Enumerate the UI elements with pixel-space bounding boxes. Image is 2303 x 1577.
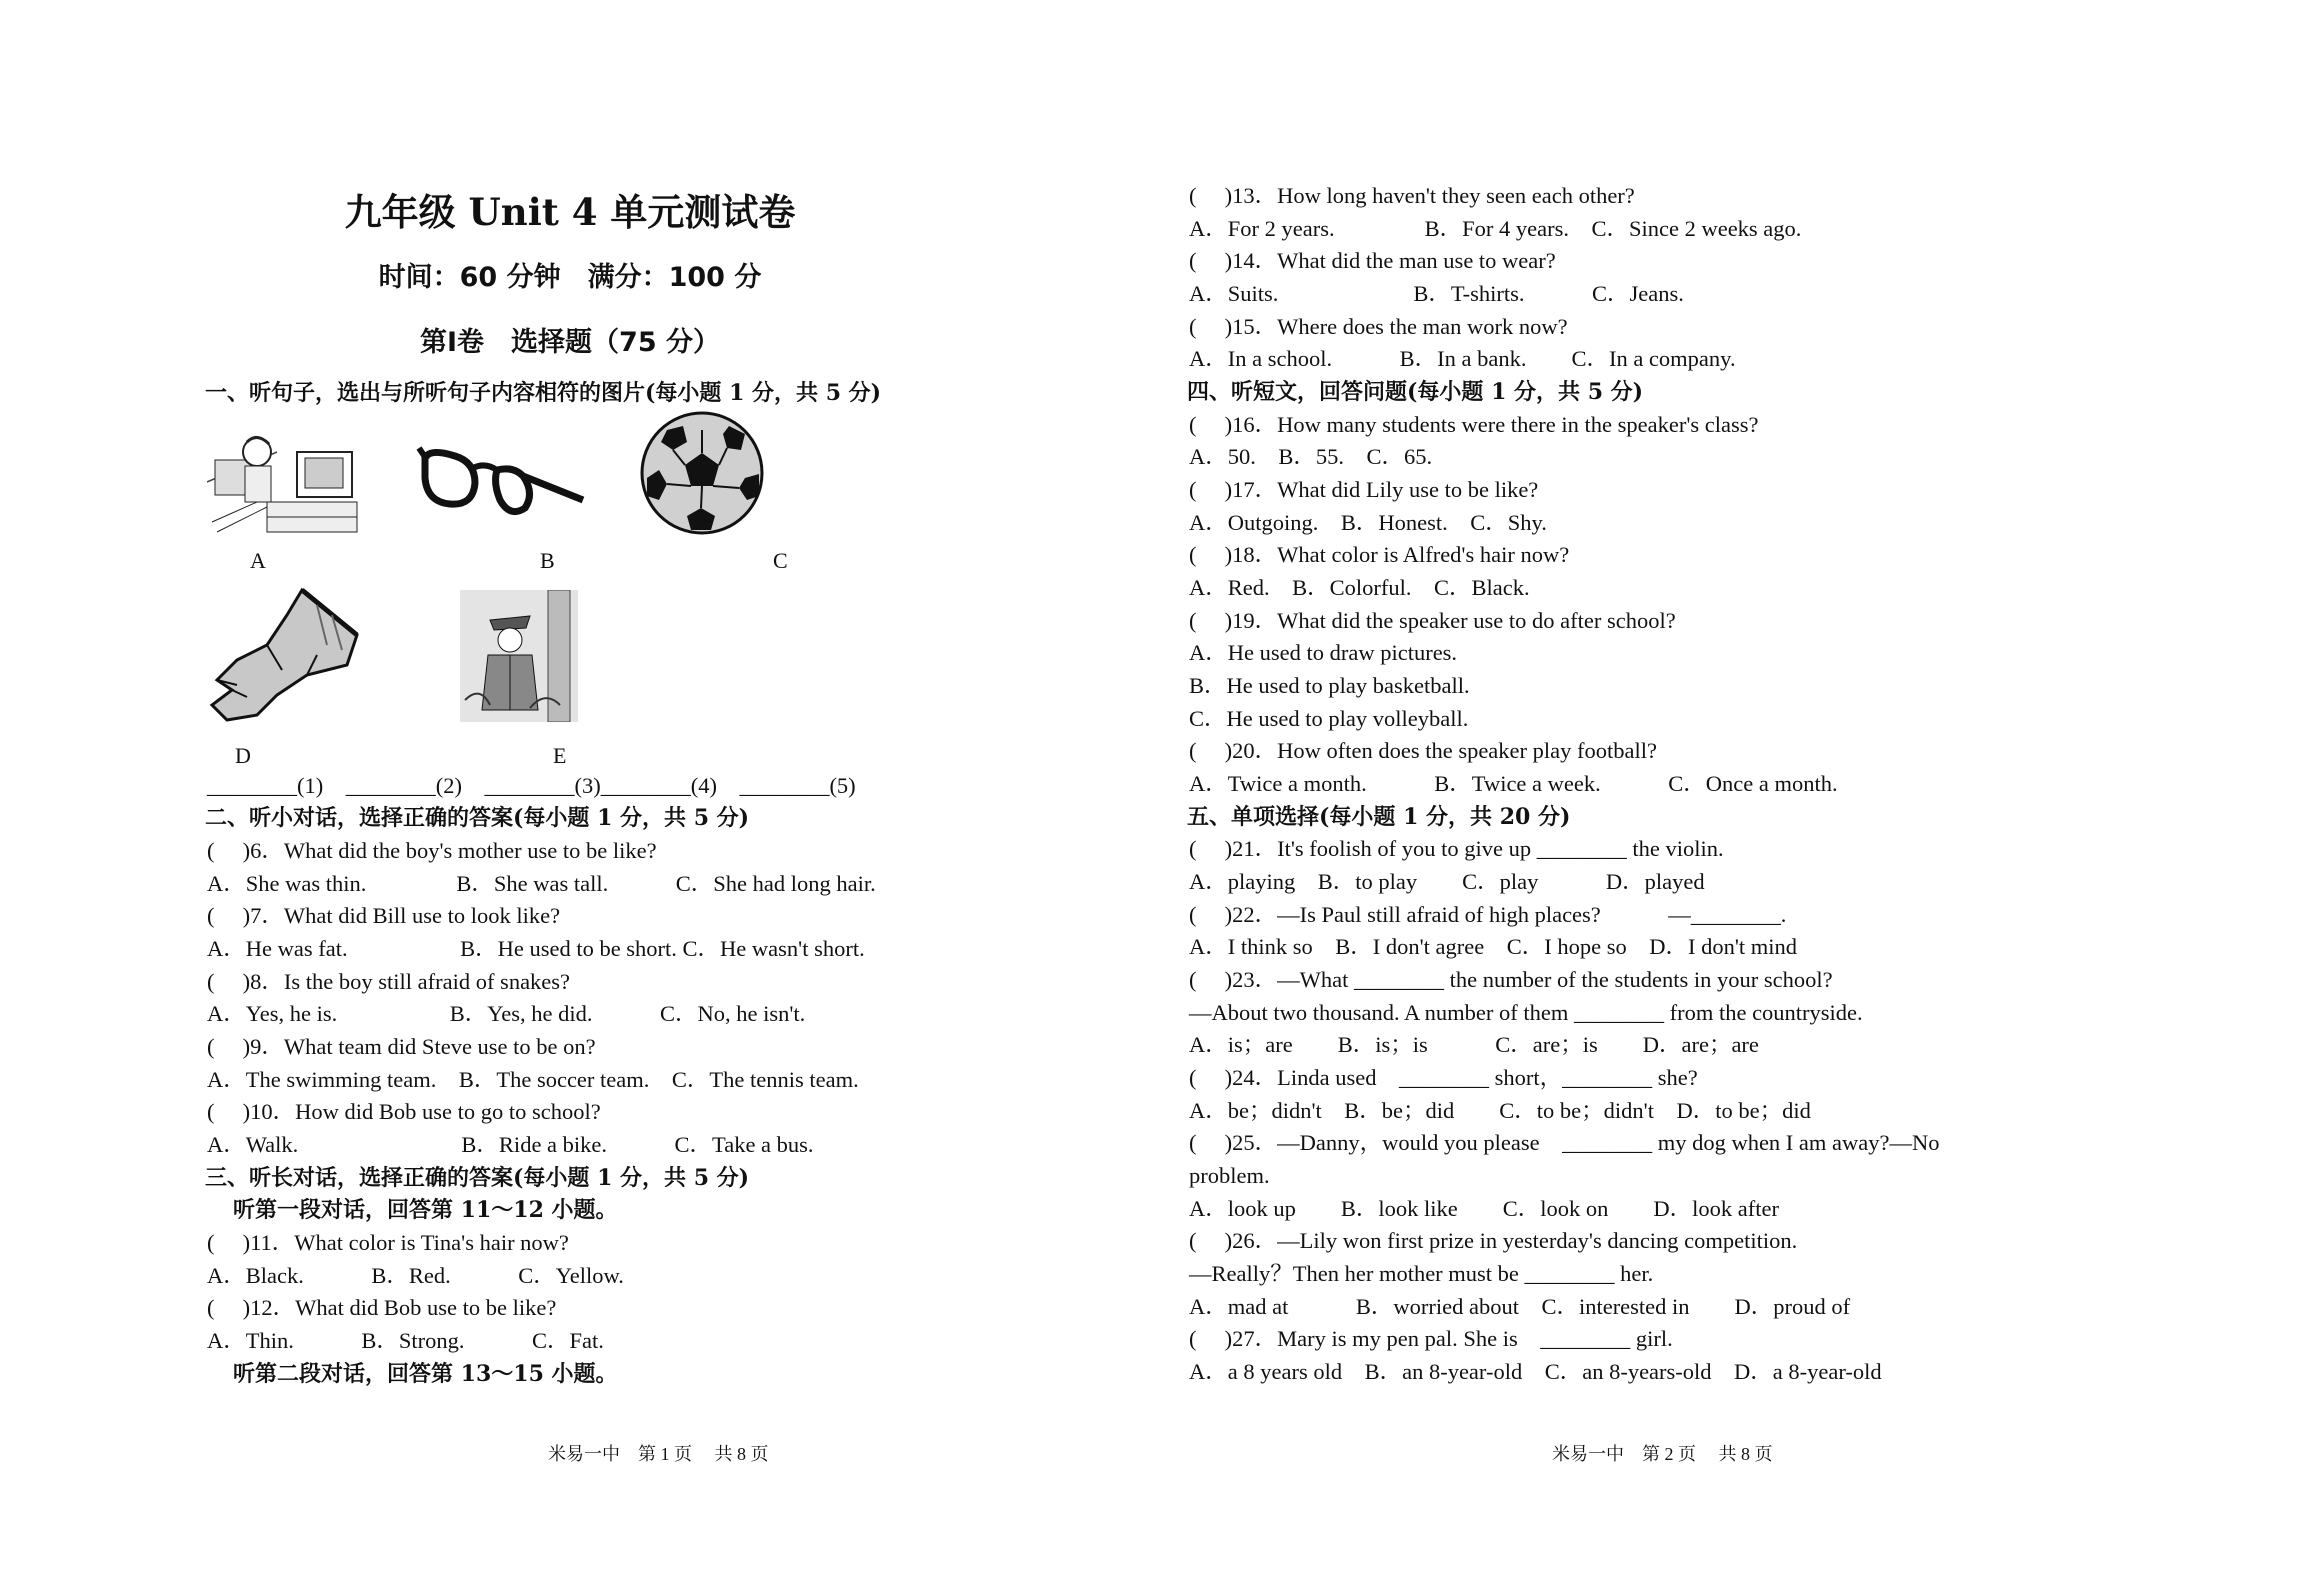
option-line: A．Walk. B．Ride a bike. C．Take a bus.	[207, 1132, 814, 1157]
question-line: ( )11．What color is Tina's hair now?	[207, 1230, 569, 1255]
question-line: ( )6．What did the boy's mother use to be like?	[207, 838, 657, 863]
footer-page-1: 米易一中 第 1 页 共 8 页	[548, 1444, 769, 1464]
option-line: A．The swimming team. B．The soccer team. C．The tennis team.	[207, 1067, 859, 1092]
picture-label-d: D	[235, 743, 251, 768]
question-line: ( )19．What did the speaker use to do after school?	[1189, 608, 1676, 633]
policeman-icon	[460, 590, 578, 722]
option-line: A．He was fat. B．He used to be short. C．He wasn't short.	[207, 936, 865, 961]
section1-heading: 一、听句子，选出与所听句子内容相符的图片(每小题 1 分，共 5 分)	[205, 380, 882, 406]
option-line: A．is；are B．is；is C．are；is D．are；are	[1189, 1032, 1759, 1057]
option-line: A．Red. B．Colorful. C．Black.	[1189, 575, 1530, 600]
section5-heading: 五、单项选择(每小题 1 分，共 20 分)	[1187, 804, 1571, 830]
question-line: —Really？Then her mother must be ________ her.	[1189, 1261, 1654, 1286]
question-line: ( )17．What did Lily use to be like?	[1189, 477, 1539, 502]
option-line: A．Yes, he is. B．Yes, he did. C．No, he isn't.	[207, 1001, 806, 1026]
question-line: ( )9．What team did Steve use to be on?	[207, 1034, 596, 1059]
option-line: A．50. B．55. C．65.	[1189, 444, 1433, 469]
option-line: A．For 2 years. B．For 4 years. C．Since 2 weeks ago.	[1189, 216, 1802, 241]
question-line: ( )16．How many students were there in the speaker's class?	[1189, 412, 1759, 437]
option-line: A．Twice a month. B．Twice a week. C．Once a month.	[1189, 771, 1838, 796]
option-line: A．be；didn't B．be；did C．to be；didn't D．to be；did	[1189, 1098, 1811, 1123]
question-line: ( )12．What did Bob use to be like?	[207, 1295, 557, 1320]
option-line: A．Thin. B．Strong. C．Fat.	[207, 1328, 604, 1353]
question-line: ( )25．—Danny，would you please ________ my dog when I am away?—No	[1189, 1130, 1940, 1155]
question-line: ( )21．It's foolish of you to give up ________ the violin.	[1189, 836, 1724, 861]
footer-page-2: 米易一中 第 2 页 共 8 页	[1552, 1444, 1773, 1464]
question-line: ( )27．Mary is my pen pal. She is ________ girl.	[1189, 1326, 1673, 1351]
question-line: ( )23．—What ________ the number of the students in your school?	[1189, 967, 1833, 992]
boy-at-computer-icon	[207, 412, 362, 540]
picture-label-a: A	[250, 548, 266, 573]
option-line: A．Outgoing. B．Honest. C．Shy.	[1189, 510, 1547, 535]
option-line: C．He used to play volleyball.	[1189, 706, 1469, 731]
question-line: —About two thousand. A number of them ________ from the countryside.	[1189, 1000, 1863, 1025]
section3-heading: 三、听长对话，选择正确的答案(每小题 1 分，共 5 分)	[205, 1165, 750, 1191]
option-line: A．She was thin. B．She was tall. C．She had long hair.	[207, 871, 876, 896]
question-line: ( )13．How long haven't they seen each other?	[1189, 183, 1635, 208]
glasses-icon	[415, 438, 590, 518]
question-line: ( )7．What did Bill use to look like?	[207, 903, 561, 928]
question-line: ( )14．What did the man use to wear?	[1189, 248, 1556, 273]
option-line: A．In a school. B．In a bank. C．In a company.	[1189, 346, 1736, 371]
question-line: ( )24．Linda used ________ short，________ she?	[1189, 1065, 1698, 1090]
option-line: A．Suits. B．T-shirts. C．Jeans.	[1189, 281, 1684, 306]
option-line: A．playing B．to play C．play D．played	[1189, 869, 1705, 894]
question-line: ( )18．What color is Alfred's hair now?	[1189, 542, 1570, 567]
option-line: A．look up B．look like C．look on D．look after	[1189, 1196, 1779, 1221]
part-heading: 第Ⅰ卷 选择题（75 分）	[419, 327, 721, 358]
option-line: A．I think so B．I don't agree C．I hope so D．I don't mind	[1189, 934, 1798, 959]
section2-heading: 二、听小对话，选择正确的答案(每小题 1 分，共 5 分)	[205, 805, 750, 831]
option-line: A．mad at B．worried about C．interested in D．proud of	[1189, 1294, 1851, 1319]
section3-subheading-1: 听第一段对话，回答第 11～12 小题。	[233, 1197, 618, 1223]
question-line: ( )15．Where does the man work now?	[1189, 314, 1568, 339]
picture-label-b: B	[540, 548, 555, 573]
exam-time-score: 时间：60 分钟 满分：100 分	[378, 262, 762, 293]
question-line: ( )22．—Is Paul still afraid of high places? —________.	[1189, 902, 1787, 927]
picture-label-e: E	[553, 743, 567, 768]
picture-label-c: C	[773, 548, 788, 573]
section4-heading: 四、听短文，回答问题(每小题 1 分，共 5 分)	[1187, 379, 1644, 405]
question-line: problem.	[1189, 1163, 1270, 1188]
option-line: A．a 8 years old B．an 8-year-old C．an 8-years-old D．a 8-year-old	[1189, 1359, 1882, 1384]
option-line: A．Black. B．Red. C．Yellow.	[207, 1263, 624, 1288]
question-line: ( )26．—Lily won first prize in yesterday's dancing competition.	[1189, 1228, 1798, 1253]
question-line: ( )8．Is the boy still afraid of snakes?	[207, 969, 571, 994]
section3-subheading-2: 听第二段对话，回答第 13～15 小题。	[233, 1361, 618, 1387]
answer-blanks: ________(1) ________(2) ________(3)________(4) ________(5)	[207, 773, 856, 798]
option-line: A．He used to draw pictures.	[1189, 640, 1458, 665]
option-line: B．He used to play basketball.	[1189, 673, 1470, 698]
question-line: ( )20．How often does the speaker play football?	[1189, 738, 1657, 763]
torn-trousers-icon	[207, 585, 367, 725]
question-line: ( )10．How did Bob use to go to school?	[207, 1099, 601, 1124]
soccer-ball-icon	[637, 408, 767, 538]
page-title: 九年级 Unit 4 单元测试卷	[344, 190, 796, 234]
